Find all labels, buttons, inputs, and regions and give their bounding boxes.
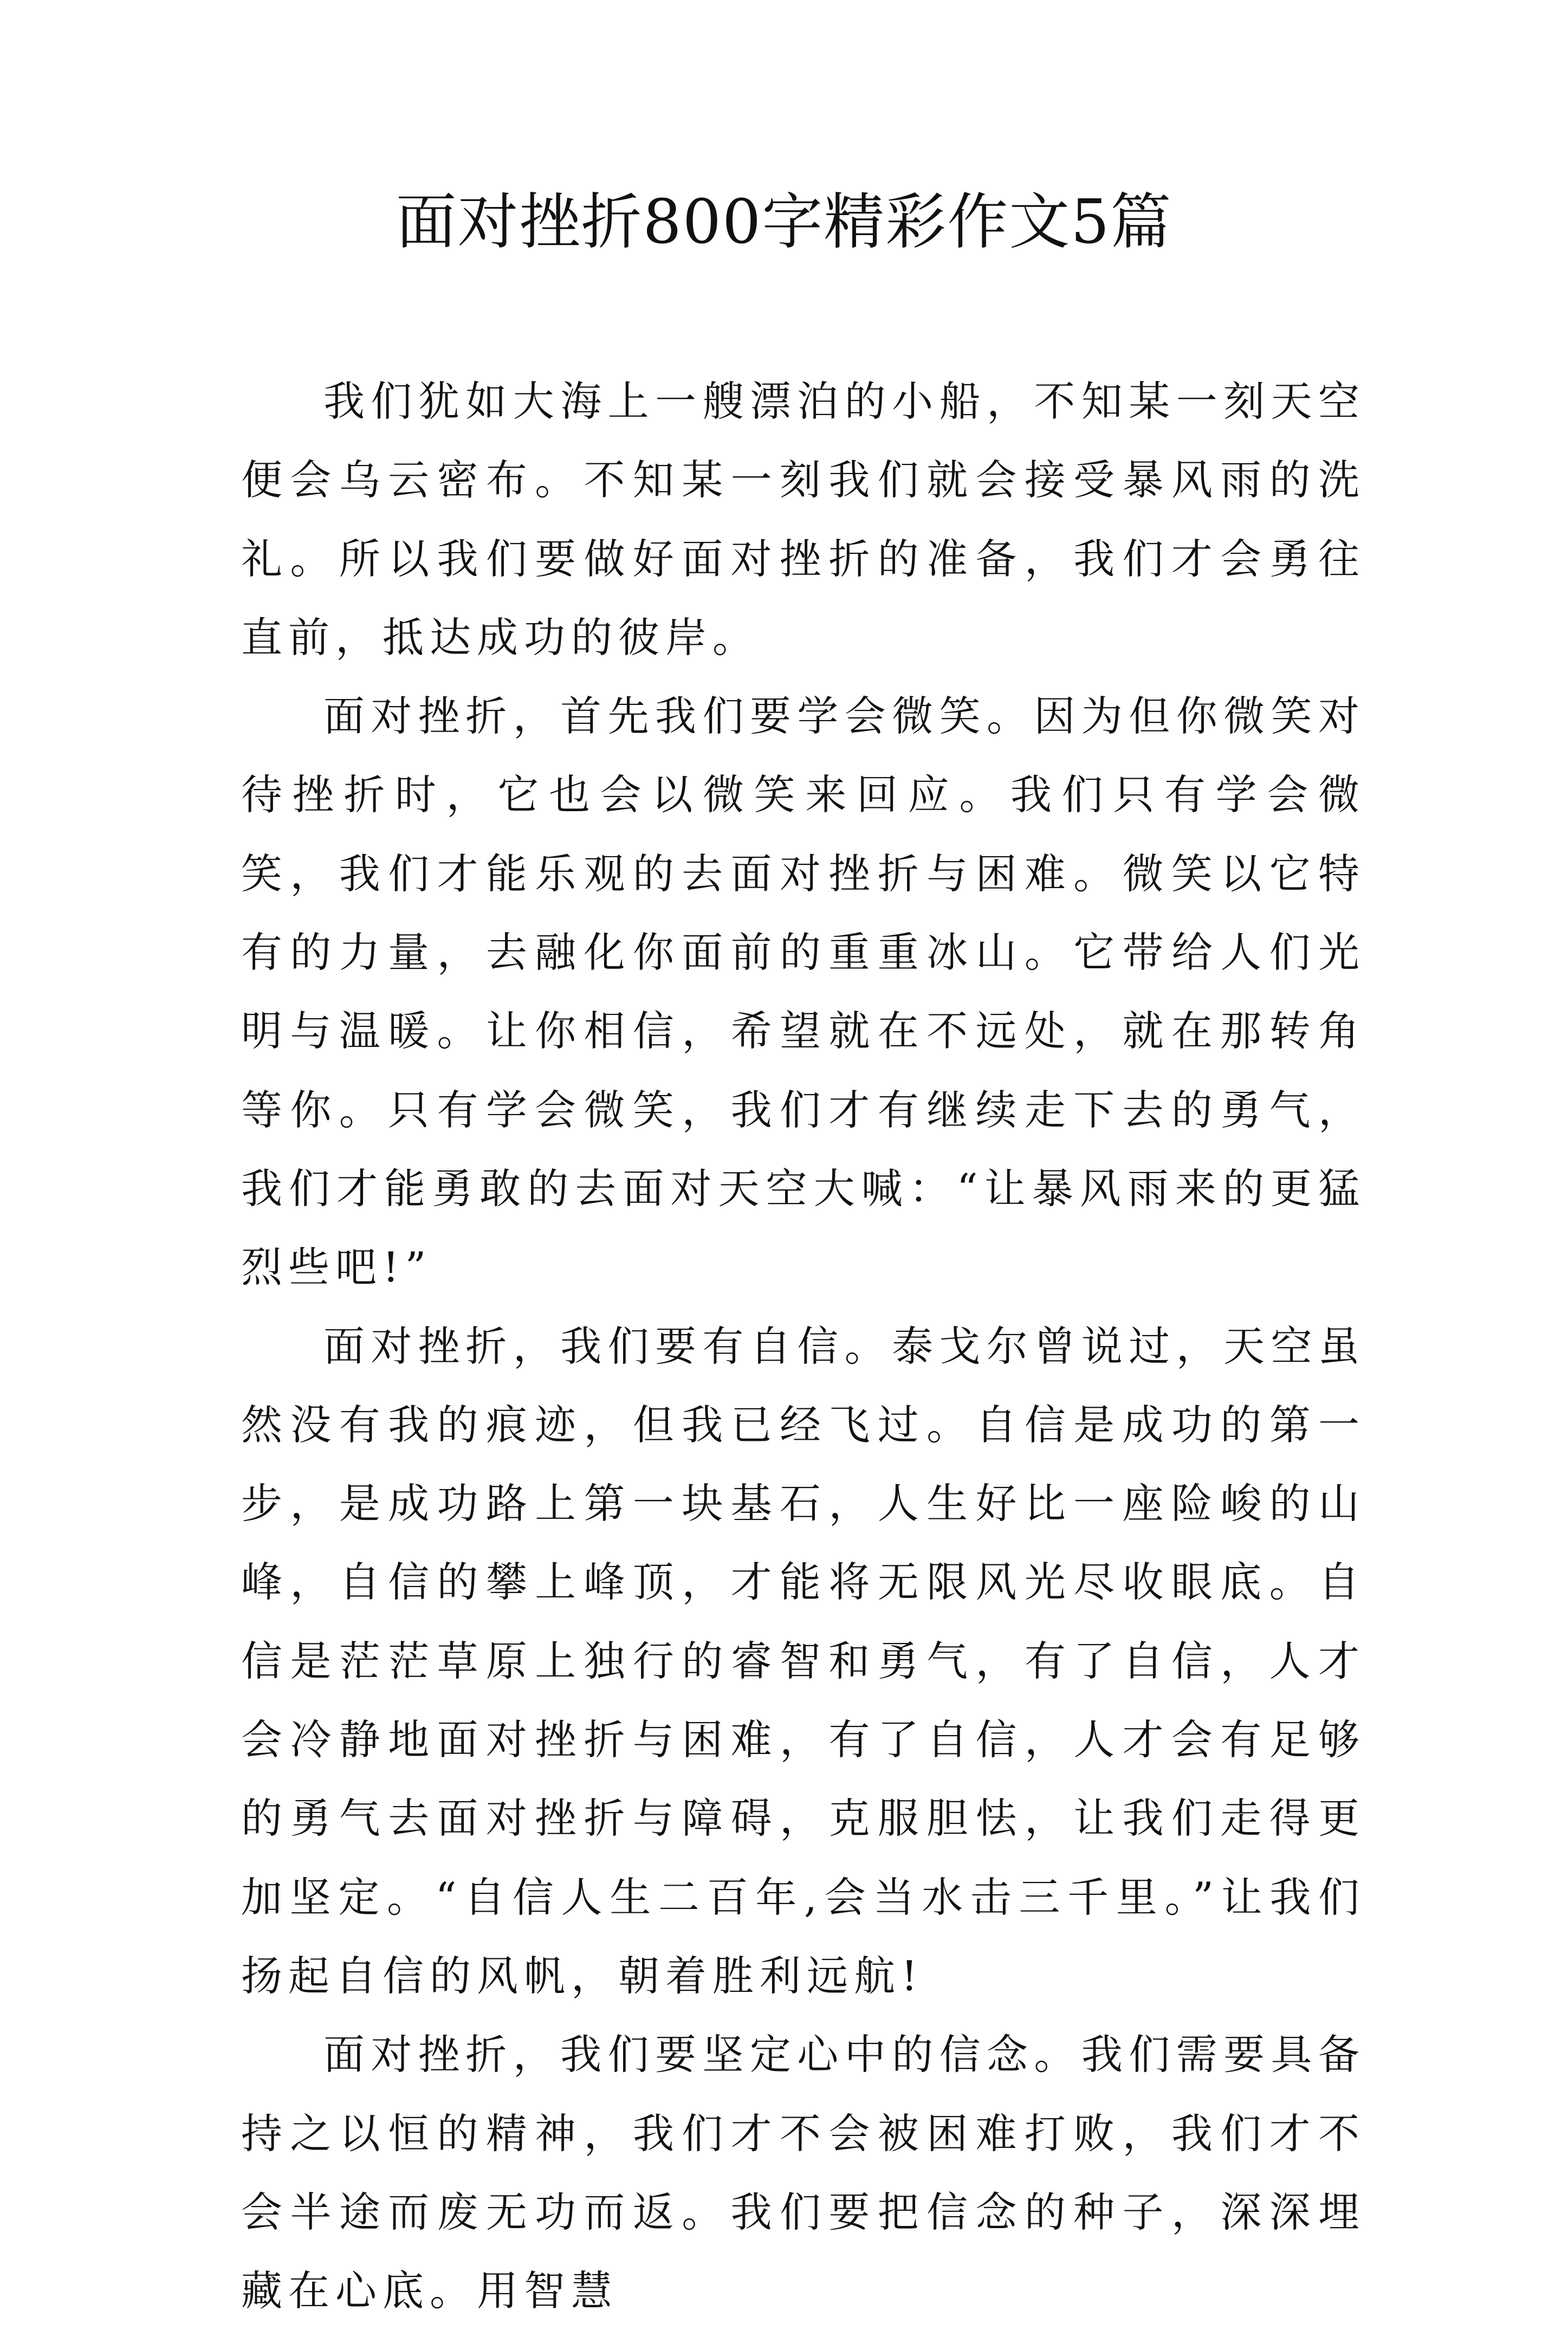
paragraph-1: 我们犹如大海上一艘漂泊的小船，不知某一刻天空便会乌云密布。不知某一刻我们就会接受暴风雨的洗礼。所以我们要做好面对挫折的准备，我们才会勇往直前，抵达成功的彼岸。 xyxy=(241,377,1365,662)
paragraph-4: 面对挫折，我们要坚定心中的信念。我们需要具备持之以恒的精神，我们才不会被困难打败，我们才不会半途而废无功而返。我们要把信念的种子，深深埋藏在心底。用智慧 xyxy=(241,2030,1365,2315)
document-body xyxy=(241,362,1365,2330)
document-title: 面对挫折800字精彩作文5篇 xyxy=(396,187,1172,257)
paragraph-2: 面对挫折，首先我们要学会微笑。因为但你微笑对待挫折时，它也会以微笑来回应。我们只有学会微笑，我们才能乐观的去面对挫折与困难。微笑以它特有的力量，去融化你面前的重重冰山。它带给人们光明与温暖。让你相信，希望就在不远处，就在那转角等你。只有学会微笑，我们才有继续走下去的勇气，我们才能勇敢的去面对天空大喊：“让暴风雨来的更猛烈些吧!” xyxy=(241,692,1365,1292)
paragraph-3: 面对挫折，我们要有自信。泰戈尔曾说过，天空虽然没有我的痕迹，但我已经飞过。自信是成功的第一步，是成功路上第一块基石，人生好比一座险峻的山峰，自信的攀上峰顶，才能将无限风光尽收眼底。自信是茫茫草原上独行的睿智和勇气，有了自信，人才会冷静地面对挫折与困难，有了自信，人才会有足够的勇气去面对挫折与障碍，克服胆怯，让我们走得更加坚定。“自信人生二百年,会当水击三千里。”让我们扬起自信的风帆，朝着胜利远航! xyxy=(241,1322,1365,2000)
